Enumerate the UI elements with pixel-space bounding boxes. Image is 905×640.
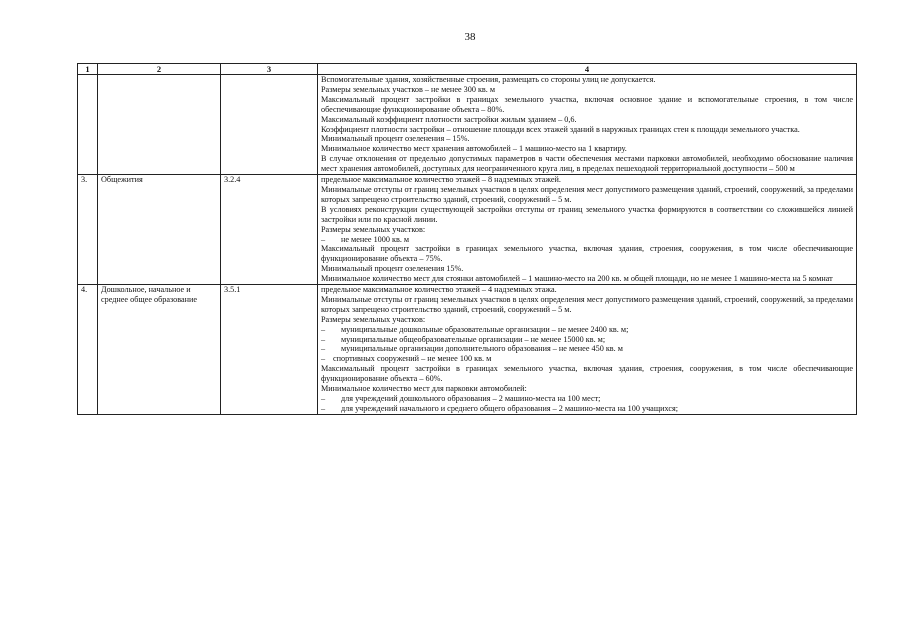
list-item-text: муниципальные организации дополнительного образования – не менее 450 кв. м <box>341 344 623 354</box>
paragraph: Минимальное количество мест хранения автомобилей – 1 машино-место на 1 квартиру. <box>321 144 627 154</box>
paragraph: Коэффициент плотности застройки – отношение площади всех этажей зданий в наружных границах стен к площади земельного участка. <box>321 124 800 134</box>
dash-list-item <box>321 394 853 404</box>
paragraph: Максимальный процент застройки в границах земельного участка, включая здания, строения, сооружения, в том числе обеспечивающие функционирование объекта – 60%. <box>321 364 853 384</box>
paragraph: предельное максимальное количество этажей – 8 надземных этажей. <box>321 175 561 185</box>
parameters-cell <box>318 285 857 415</box>
dash-list-item <box>321 335 853 345</box>
list-dash: – <box>321 234 326 244</box>
parameters-cell <box>318 75 857 175</box>
paragraph: Вспомогательные здания, хозяйственные строения, размещать со стороны улиц не допускается. <box>321 75 656 84</box>
list-item-text: для учреждений начального и среднего общего образования – 2 машино-места на 100 учащихся; <box>341 403 679 413</box>
dash-list-item <box>321 235 853 245</box>
land-use-code-cell <box>221 75 318 175</box>
list-dash: – <box>321 334 326 344</box>
land-use-name-cell: Дошкольное, начальное и среднее общее образование <box>98 285 221 415</box>
column-header: 3 <box>221 64 318 75</box>
dash-list-item <box>321 344 853 354</box>
page-number: 38 <box>464 31 476 43</box>
column-header: 2 <box>98 64 221 75</box>
paragraph: В случае отклонения от предельно допустимых параметров в части обеспечения местами парковки автомобилей, необходимо обоснование наличия мест хранения автомобилей, доступных для неограниченного круга лиц, в пределах пешеходной территориальной доступности – 500 м <box>321 154 853 174</box>
table-row <box>78 285 857 415</box>
paragraph: предельное максимальное количество этажей – 4 надземных этажа. <box>321 285 557 295</box>
paragraph: Минимальное количество мест для стоянки автомобилей – 1 машино-место на 200 кв. м общей площади, но не менее 1 машино-места на 5 комнат <box>321 274 833 284</box>
paragraph: Минимальный процент озеленения 15%. <box>321 264 464 274</box>
dash-list-item <box>321 404 853 414</box>
list-item-text: спортивных сооружений – не менее 100 кв. м <box>333 354 492 364</box>
list-item-text: для учреждений дошкольного образования – 2 машино-места на 100 мест; <box>341 394 601 403</box>
column-header: 4 <box>318 64 857 75</box>
table-header-row <box>78 64 857 75</box>
land-use-code-cell: 3.5.1 <box>221 285 318 415</box>
paragraph: Размеры земельных участков: <box>321 224 426 234</box>
list-item-text: муниципальные общеобразовательные организации – не менее 15000 кв. м; <box>341 334 606 344</box>
regulations-table <box>77 63 857 415</box>
paragraph: Максимальный процент застройки в границах земельного участка, включая здания, строения, сооружения, в том числе обеспечивающие функционирование объекта – 75%. <box>321 244 853 264</box>
row-number-cell: 4. <box>78 285 98 415</box>
paragraph: Размеры земельных участков: <box>321 314 426 324</box>
paragraph: Максимальный коэффициент плотности застройки жилым зданием – 0,6. <box>321 114 577 124</box>
dash-list-item <box>321 325 853 335</box>
paragraph: Минимальные отступы от границ земельных участков в целях определения мест допустимого размещения зданий, строений, сооружений, за пределами которых запрещено строительство зданий, строений, сооружений – 5 м. <box>321 294 853 314</box>
list-dash: – <box>321 344 326 354</box>
land-use-code-cell: 3.2.4 <box>221 175 318 285</box>
paragraph: Минимальный процент озеленения – 15%. <box>321 134 470 144</box>
parameters-cell <box>318 175 857 285</box>
land-use-name-cell <box>98 75 221 175</box>
table-row <box>78 75 857 175</box>
paragraph: В условиях реконструкции существующей застройки отступы от границ земельного участка формируются в соответствии со сложившейся линией застройки или по красной линии. <box>321 204 853 224</box>
column-header: 1 <box>78 64 98 75</box>
list-dash: – <box>321 394 326 403</box>
paragraph: Максимальный процент застройки в границах земельного участка, включая основное здание и вспомогательные строения, в том числе обеспечивающие функционирование объекта – 80%. <box>321 94 853 114</box>
table-row <box>78 175 857 285</box>
list-dash: – <box>321 403 326 413</box>
row-number-cell <box>78 75 98 175</box>
land-use-name-cell: Общежития <box>98 175 221 285</box>
list-dash: – <box>321 354 326 364</box>
list-item-text: муниципальные дошкольные образовательные организации – не менее 2400 кв. м; <box>341 324 629 334</box>
list-dash: – <box>321 324 326 334</box>
paragraph: Минимальное количество мест для парковки автомобилей: <box>321 384 527 394</box>
paragraph: Минимальные отступы от границ земельных участков в целях определения мест допустимого размещения зданий, строений, сооружений, за пределами которых запрещено строительство зданий, строений, сооружений – 5 м. <box>321 184 853 204</box>
paragraph: Размеры земельных участков – не менее 300 кв. м <box>321 84 496 94</box>
list-item-text: не менее 1000 кв. м <box>341 234 410 244</box>
dash-list-item <box>321 354 853 364</box>
row-number-cell: 3. <box>78 175 98 285</box>
